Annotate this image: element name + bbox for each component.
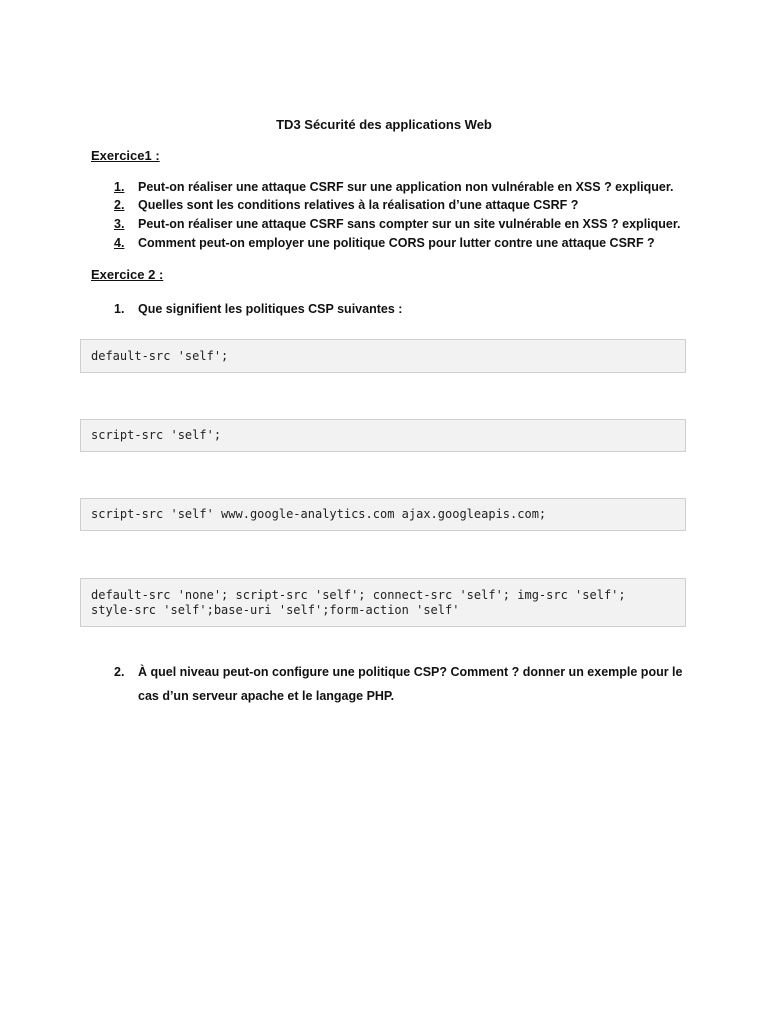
exercise2-question-1 [114, 302, 694, 316]
question-number: 3. [114, 217, 125, 231]
csp-policy-line: script-src 'self'; [91, 428, 222, 442]
csp-policy-box-3 [80, 498, 686, 531]
csp-policy-box-2 [80, 419, 686, 452]
question-text: Peut-on réaliser une attaque CSRF sans compter sur un site vulnérable en XSS ? expliquer. [138, 217, 681, 231]
question-number: 2. [114, 198, 125, 212]
document-title: TD3 Sécurité des applications Web [276, 117, 492, 132]
question-number: 4. [114, 236, 125, 250]
question-text: À quel niveau peut-on configure une politique CSP? Comment ? donner un exemple pour le cas d’un serveur apache et le langage PHP. [138, 665, 683, 703]
question-text: Peut-on réaliser une attaque CSRF sur une application non vulnérable en XSS ? expliquer. [138, 180, 674, 194]
exercise2-heading: Exercice 2 : [91, 267, 164, 282]
exercise1-question-1 [114, 178, 714, 196]
question-text: Que signifient les politiques CSP suivantes : [138, 302, 403, 316]
exercise1-question-2 [114, 196, 714, 214]
csp-policy-box-1 [80, 339, 686, 373]
csp-policy-line: style-src 'self';base-uri 'self';form-action 'self' [91, 602, 460, 617]
exercise1-heading: Exercice1 : [91, 148, 160, 163]
csp-policy-box-4 [80, 578, 686, 627]
question-text: Quelles sont les conditions relatives à la réalisation d’une attaque CSRF ? [138, 198, 579, 212]
exercise1-question-4 [114, 234, 714, 252]
csp-policy-line: default-src 'none'; script-src 'self'; connect-src 'self'; img-src 'self'; [91, 587, 626, 602]
question-number: 2. [114, 665, 125, 679]
exercise2-question-2 [114, 660, 694, 708]
question-text: Comment peut-on employer une politique CORS pour lutter contre une attaque CSRF ? [138, 236, 655, 250]
exercise1-question-3 [114, 215, 714, 233]
question-number: 1. [114, 180, 125, 194]
csp-policy-line: script-src 'self' www.google-analytics.com ajax.googleapis.com; [91, 507, 547, 521]
csp-policy-line: default-src 'self'; [91, 348, 229, 363]
question-number: 1. [114, 302, 125, 316]
